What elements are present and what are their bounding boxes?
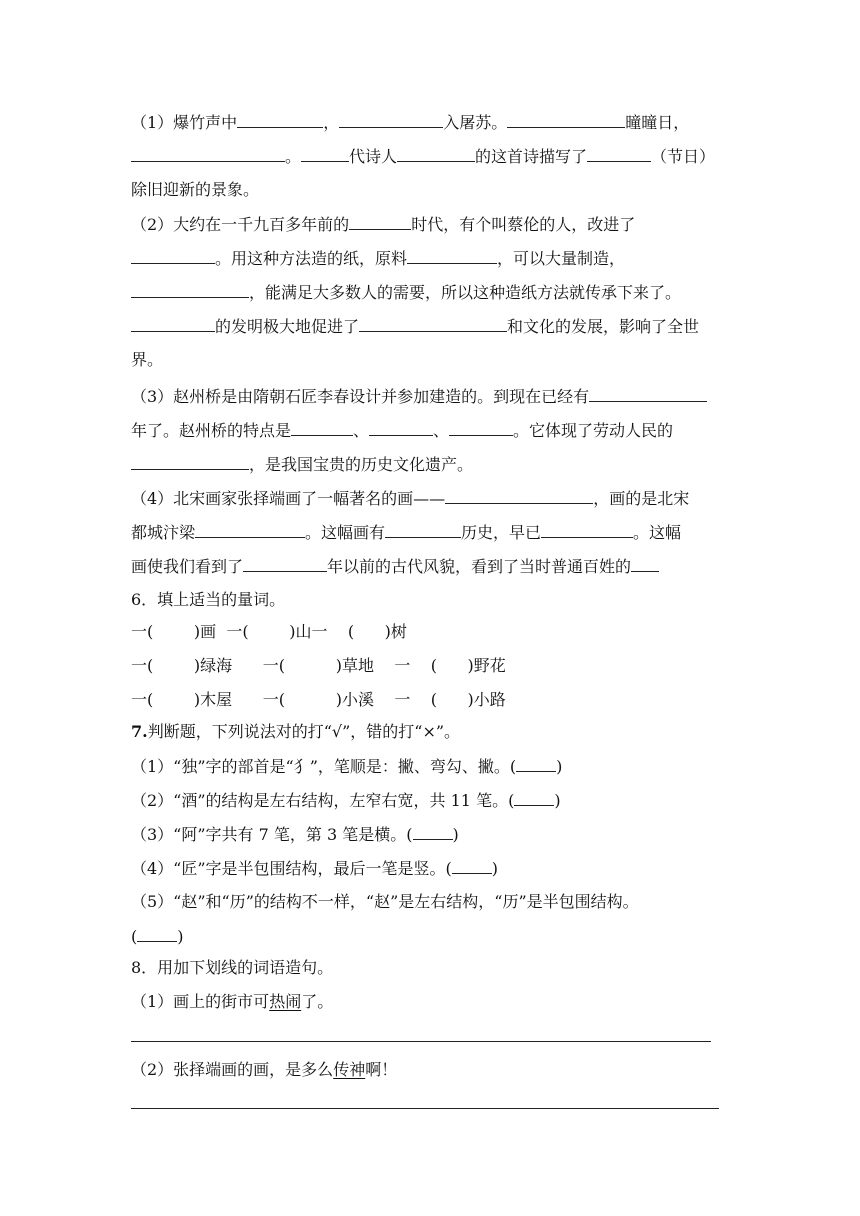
blank[interactable] — [131, 454, 249, 470]
blank[interactable] — [349, 214, 411, 230]
q6-row3[interactable]: 一( )木屋 一( )小溪 一 ( )小路 — [131, 690, 506, 709]
text: （3）赵州桥是由隋朝石匠李春设计并参加建造的。到现在已经有 — [131, 387, 590, 406]
text: （5）“赵”和“历”的结构不一样，“赵”是左右结构，“历”是半包围结构。 — [131, 892, 639, 911]
text: ( — [131, 927, 138, 946]
answer-line-1[interactable] — [131, 1041, 711, 1042]
q8-title: 8．用加下划线的词语造句。 — [131, 958, 334, 977]
q5-p3-line1 — [131, 386, 707, 407]
q5-p2-line3 — [131, 282, 681, 303]
text: 代诗人 — [349, 147, 398, 166]
text: 历史，早已 — [461, 523, 542, 542]
q5-p2-line5 — [131, 350, 163, 370]
text: 除旧迎新的景象。 — [131, 180, 260, 199]
text: ) — [491, 859, 499, 878]
q7-item-2 — [131, 790, 561, 811]
q5-p2-line2 — [131, 248, 625, 269]
q5-p4-line1 — [131, 488, 689, 509]
text: ，是我国宝贵的历史文化遗产。 — [249, 455, 474, 474]
blank[interactable] — [301, 146, 349, 162]
answer-blank[interactable] — [137, 926, 177, 942]
answer-blank[interactable] — [413, 824, 453, 840]
text: （4）北宋画家张择端画了一幅著名的画—— — [131, 489, 446, 508]
blank[interactable] — [195, 522, 305, 538]
text: 。它体现了劳动人民的 — [513, 421, 674, 440]
text: （1）“独”字的部首是“犭”，笔顺是：撇、弯勾、撇。( — [131, 757, 517, 776]
text: ，能满足大多数人的需要，所以这种造纸方法就传承下来了。 — [249, 283, 682, 302]
question-number: 7. — [131, 722, 148, 741]
text: 的这首诗描写了 — [475, 147, 588, 166]
blank[interactable] — [449, 420, 513, 436]
text: 判断题，下列说法对的打“√”，错的打“×”。 — [147, 722, 461, 741]
blank[interactable] — [589, 386, 707, 402]
answer-blank[interactable] — [516, 756, 556, 772]
text: （2）大约在一千九百多年前的 — [131, 215, 350, 234]
text: 和文化的发展，影响了全世 — [507, 317, 700, 336]
q5-p1-line2 — [131, 146, 715, 167]
text: 。这幅 — [633, 523, 682, 542]
q7-item-5 — [131, 892, 639, 912]
text: ) — [177, 927, 184, 946]
q6-row1[interactable]: 一( )画 一( )山一 ( )树 — [131, 622, 407, 641]
text: 画使我们看到了 — [131, 557, 244, 576]
q7-item-1 — [131, 756, 562, 777]
q8-sentence-1 — [131, 992, 333, 1012]
text: ) — [554, 791, 561, 810]
text: 的发明极大地促进了 — [215, 317, 360, 336]
text: 界。 — [131, 350, 164, 369]
q5-p2-line1 — [131, 214, 635, 235]
q7-item-5-answer — [131, 926, 184, 947]
blank[interactable] — [291, 420, 353, 436]
text: 入屠苏。 — [443, 113, 508, 132]
q7-title — [131, 722, 460, 742]
blank[interactable] — [131, 282, 249, 298]
blank[interactable] — [131, 248, 215, 264]
q5-p4-line2 — [131, 522, 681, 543]
blank[interactable] — [541, 522, 633, 538]
q5-p1-line3 — [131, 180, 259, 200]
blank[interactable] — [587, 146, 651, 162]
blank[interactable] — [631, 556, 659, 572]
blank[interactable] — [359, 316, 507, 332]
q7-item-3 — [131, 824, 459, 845]
text: （2）张择端画的画，是多么 — [131, 1060, 334, 1079]
text: （1）画上的街市可 — [131, 992, 270, 1011]
text: ) — [452, 825, 459, 844]
text: 曈曈日， — [625, 113, 690, 132]
q5-p4-line3 — [131, 556, 659, 577]
text: 。 — [285, 147, 302, 166]
underlined-word: 热闹 — [269, 992, 302, 1011]
text: 。用这种方法造的纸，原料 — [215, 249, 408, 268]
blank[interactable] — [385, 522, 461, 538]
text: 都城汴梁 — [131, 523, 196, 542]
text: ，画的是北宋 — [593, 489, 690, 508]
text: （1）爆竹声中 — [131, 113, 238, 132]
text: 、 — [433, 421, 450, 440]
answer-line-2[interactable] — [131, 1108, 719, 1109]
blank[interactable] — [131, 316, 215, 332]
text: 。这幅画有 — [305, 523, 386, 542]
text: 啊！ — [365, 1060, 398, 1079]
blank[interactable] — [131, 146, 285, 162]
text: （节日） — [651, 147, 716, 166]
blank[interactable] — [243, 556, 327, 572]
q5-p3-line3 — [131, 454, 473, 475]
blank[interactable] — [407, 248, 497, 264]
blank[interactable] — [339, 112, 443, 128]
underlined-word: 传神 — [333, 1060, 366, 1079]
q7-item-4 — [131, 858, 498, 879]
blank[interactable] — [445, 488, 593, 504]
q5-p1-line1 — [131, 112, 689, 133]
text: 年了。赵州桥的特点是 — [131, 421, 292, 440]
text: （4）“匠”字是半包围结构，最后一笔是竖。( — [131, 859, 452, 878]
answer-blank[interactable] — [514, 790, 554, 806]
answer-blank[interactable] — [452, 858, 492, 874]
q6-row2[interactable]: 一( )绿海 一( )草地 一 ( )野花 — [131, 656, 506, 675]
q8-sentence-2 — [131, 1060, 397, 1080]
text: 、 — [353, 421, 370, 440]
blank[interactable] — [507, 112, 625, 128]
blank[interactable] — [237, 112, 323, 128]
text: ) — [556, 757, 563, 776]
blank[interactable] — [369, 420, 433, 436]
text: （3）“阿”字共有 7 笔，第 3 笔是横。( — [131, 825, 413, 844]
q5-p2-line4 — [131, 316, 699, 337]
blank[interactable] — [397, 146, 475, 162]
text: 了。 — [301, 992, 334, 1011]
q5-p3-line2 — [131, 420, 673, 441]
text: （2）“酒”的结构是左右结构，左窄右宽，共 11 笔。( — [131, 791, 515, 810]
text: 年以前的古代风貌，看到了当时普通百姓的 — [327, 557, 632, 576]
q6-title: 6．填上适当的量词。 — [131, 590, 286, 609]
text: ，可以大量制造， — [497, 249, 626, 268]
text: ， — [323, 113, 340, 132]
text: 时代，有个叫蔡伦的人，改进了 — [411, 215, 636, 234]
